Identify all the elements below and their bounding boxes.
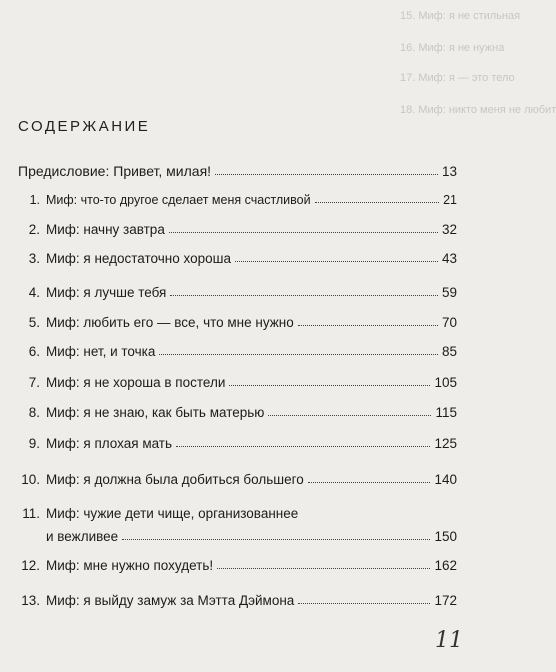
dot-leader xyxy=(298,325,438,326)
toc-page-number: 150 xyxy=(434,529,457,544)
page-number-folio: 11 xyxy=(435,628,463,653)
toc-title: Предисловие: Привет, милая! xyxy=(18,163,212,179)
toc-page-number: 115 xyxy=(435,405,457,420)
toc-number: 5. xyxy=(28,315,40,330)
dot-leader xyxy=(159,354,438,355)
bleed-through-line-1: 15. Миф: я не стильная xyxy=(400,10,521,22)
toc-number: 6. xyxy=(28,344,40,359)
toc-page-number: 85 xyxy=(441,344,457,359)
bleed-through-line-4: 18. Миф: никто меня не любит xyxy=(400,104,556,116)
toc-title: Миф: мне нужно похудеть! xyxy=(46,558,214,573)
toc-number: 7. xyxy=(28,375,40,390)
toc-number: 3. xyxy=(28,251,40,266)
dot-leader xyxy=(308,482,431,483)
toc-title: Миф: я не знаю, как быть матерью xyxy=(46,405,265,420)
dot-leader xyxy=(170,295,438,296)
toc-page-number: 125 xyxy=(434,436,457,451)
toc-title: Миф: я должна была добиться большего xyxy=(46,472,304,487)
toc-page-number: 140 xyxy=(434,472,457,487)
toc-title: Миф: что-то другое сделает меня счастливой xyxy=(46,193,311,207)
toc-title: Миф: любить его — все, что мне нужно xyxy=(46,315,294,330)
dot-leader xyxy=(215,174,438,175)
dot-leader xyxy=(315,202,439,203)
toc-page-number: 172 xyxy=(434,593,457,608)
dot-leader xyxy=(298,603,430,604)
toc-title: Миф: я лучше тебя xyxy=(46,285,167,300)
dot-leader xyxy=(229,385,430,386)
toc-title: Миф: я недостаточно хороша xyxy=(46,251,231,266)
dot-leader xyxy=(176,446,430,447)
toc-page-number: 162 xyxy=(434,558,457,573)
dot-leader xyxy=(217,568,430,569)
toc-number: 8. xyxy=(28,405,40,420)
dot-leader xyxy=(235,261,438,262)
toc-page-number: 70 xyxy=(441,315,457,330)
toc-page-number: 13 xyxy=(441,164,457,179)
toc-number: 9. xyxy=(28,436,40,451)
bleed-through-line-3: 17. Миф: я — это тело xyxy=(400,72,515,84)
toc-title: Миф: начну завтра xyxy=(46,222,165,237)
toc-page-number: 32 xyxy=(441,222,457,237)
toc-title: Миф: чужие дети чище, организованнее xyxy=(46,506,299,521)
toc-number: 2. xyxy=(28,222,40,237)
toc-number: 4. xyxy=(28,285,40,300)
toc-title: Миф: я выйду замуж за Мэтта Дэймона xyxy=(46,593,295,608)
dot-leader xyxy=(122,539,430,540)
toc-number: 13. xyxy=(21,593,40,608)
dot-leader xyxy=(169,232,438,233)
toc-page-number: 59 xyxy=(441,285,457,300)
toc-title-continuation: и вежливее xyxy=(46,529,119,544)
toc-page-number: 105 xyxy=(434,375,457,390)
toc-title: Миф: я не хороша в постели xyxy=(46,375,226,390)
toc-title: Миф: я плохая мать xyxy=(46,436,173,451)
toc-title: Миф: нет, и точка xyxy=(46,344,156,359)
toc-number: 10. xyxy=(21,472,40,487)
toc-page-number: 43 xyxy=(441,251,457,266)
bleed-through-line-2: 16. Миф: я не нужна xyxy=(400,42,505,54)
page-title: СОДЕРЖАНИЕ xyxy=(18,118,151,135)
toc-page-number: 21 xyxy=(443,193,457,207)
toc-number: 1. xyxy=(29,193,40,207)
toc-number: 12. xyxy=(21,558,40,573)
dot-leader xyxy=(268,415,431,416)
toc-number: 11. xyxy=(22,506,40,521)
